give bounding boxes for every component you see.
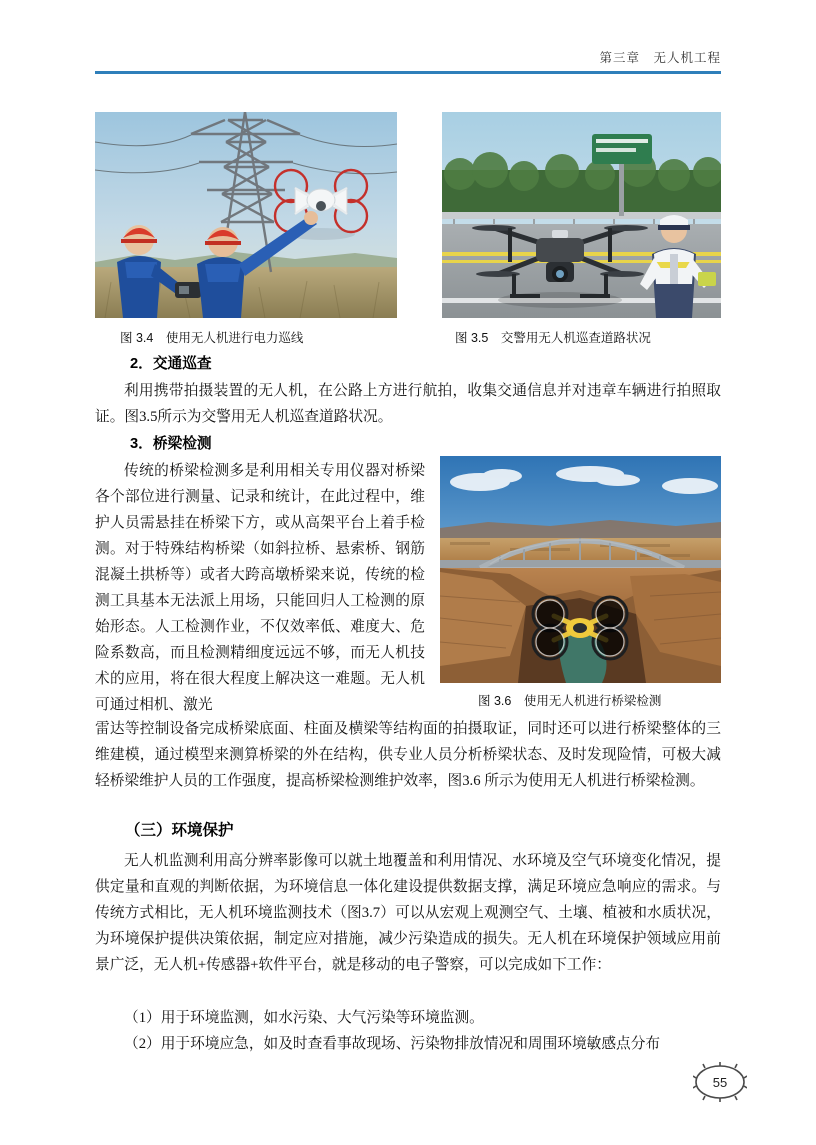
paragraph-bridge-inspection-continued: 雷达等控制设备完成桥梁底面、柱面及横梁等结构面的拍摄取证，同时还可以进行桥梁整体的三维建模，通过模型来测算桥梁的外在结构，供专业人员分析桥梁状态、及时发现险情，可极大减轻桥梁维护人员的工作强度，提高桥梁检测维护效率，图3.6 所示为使用无人机进行桥梁检测。 (95, 721, 721, 789)
page-number: 55 (712, 1074, 728, 1090)
paragraph-bridge-inspection-wrap: 传统的桥梁检测多是利用相关专用仪器对桥梁各个部位进行测量、记录和统计，在此过程中，维护人员需悬挂在桥梁下方，或从高架平台上着手检测。对于特殊结构桥梁（如斜拉桥、悬索桥、钢筋混凝土拱桥等）或者大跨高墩桥梁来说，传统的检测工具基本无法派上用场，只能回归人工检测的原始形态。人工检测作业，不仅效率低、难度大、危险系数高，而且检测精细度远远不够，而无人机技术的应用，将在很大程度上解决这一难题。无人机可通过相机、激光 (95, 463, 425, 713)
page-number-badge (693, 1060, 747, 1104)
page-header (95, 48, 721, 74)
figure-3-5-caption: 图 3.5 交警用无人机巡查道路状况 (455, 331, 651, 345)
figure-3-6-caption: 图 3.6 使用无人机进行桥梁检测 (478, 694, 662, 708)
figure-3-4-caption: 图 3.4 使用无人机进行电力巡线 (120, 331, 304, 345)
chapter-title: 第三章 无人机工程 (599, 51, 721, 65)
figure-3-4-image (95, 112, 397, 318)
figure-3-5-image (442, 112, 721, 318)
paragraph-traffic-patrol: 利用携带拍摄装置的无人机，在公路上方进行航拍，收集交通信息并对违章车辆进行拍照取证。图3.5所示为交警用无人机巡查道路状况。 (95, 383, 721, 425)
heading-traffic-patrol: 2．交通巡查 (130, 356, 212, 372)
list-item-env-monitoring: （1）用于环境监测，如水污染、大气污染等环境监测。 (124, 1010, 484, 1026)
heading-environmental-protection: （三）环境保护 (125, 822, 234, 839)
header-divider (95, 71, 721, 74)
figure-3-6-image (440, 456, 721, 683)
paragraph-environmental-protection: 无人机监测利用高分辨率影像可以就土地覆盖和利用情况、水环境及空气环境变化情况，提供定量和直观的判断依据，为环境信息一体化建设提供数据支撑，满足环境应急响应的需求。与传统方式相比，无人机环境监测技术（图3.7）可以从宏观上观测空气、土壤、植被和水质状况，为环境保护提供决策依据，制定应对措施，减少污染造成的损失。无人机在环境保护领域应用前景广泛，无人机+传感器+软件平台，就是移动的电子警察，可以完成如下工作： (95, 853, 721, 973)
bridge-inspection-illustration (440, 456, 721, 683)
traffic-police-drone-illustration (442, 112, 721, 318)
power-line-inspection-illustration (95, 112, 397, 318)
list-item-env-emergency: （2）用于环境应急，如及时查看事故现场、污染物排放情况和周围环境敏感点分布 (124, 1036, 661, 1052)
heading-bridge-inspection: 3．桥梁检测 (130, 436, 212, 452)
figure-row-top (95, 112, 721, 318)
